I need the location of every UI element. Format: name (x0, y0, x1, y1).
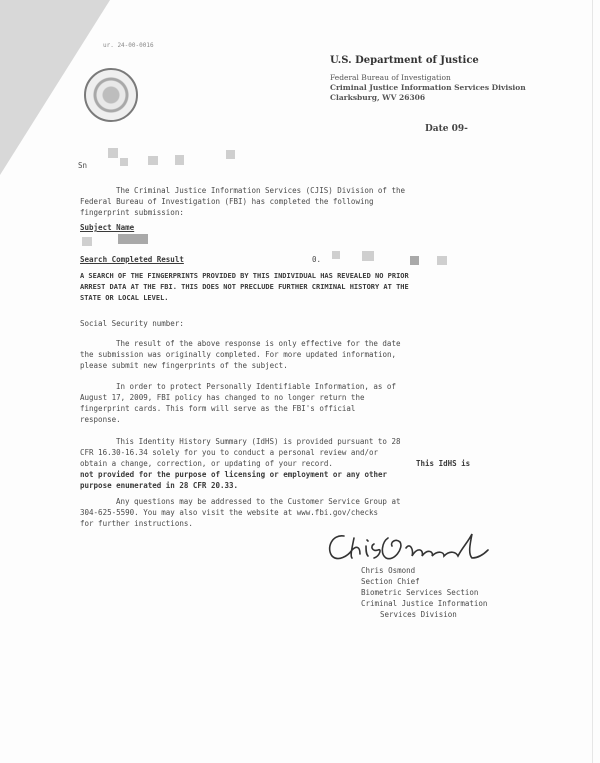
paragraph-line: 304-625-5590. You may also visit the website at www.fbi.gov/checks (80, 508, 379, 517)
search-completed-label: Search Completed Result (80, 255, 184, 264)
scan-edge (592, 0, 593, 763)
header-line-3: Clarksburg, WV 26306 (330, 93, 426, 102)
paragraph-line: The result of the above response is only effective for the date (116, 339, 401, 348)
intro-line: Federal Bureau of Investigation (FBI) has completed the following (80, 197, 374, 206)
handwritten-signature (322, 528, 492, 568)
intro-line: The Criminal Justice Information Services (CJIS) Division of the (116, 186, 405, 195)
department-name: U.S. Department of Justice (330, 55, 479, 66)
signer-name: Chris Osmond (361, 566, 416, 575)
paragraph-line: fingerprint cards. This form will serve as the FBI's official (80, 404, 356, 413)
redaction (410, 256, 419, 265)
redaction (226, 150, 235, 159)
paragraph-bold-line: purpose enumerated in 28 CFR 20.33. (80, 481, 239, 490)
redaction (118, 234, 148, 244)
signer-division: Services Division (380, 610, 457, 619)
signer-division: Criminal Justice Information (361, 599, 488, 608)
paragraph-line: please submit new fingerprints of the subject. (80, 361, 288, 370)
result-line: A SEARCH OF THE FINGERPRINTS PROVIDED BY THIS INDIVIDUAL HAS REVEALED NO PRIOR (80, 272, 409, 280)
header-line-2: Criminal Justice Information Services Division (330, 83, 526, 92)
redaction (108, 148, 118, 158)
redaction (120, 158, 128, 166)
paragraph-bold-line: not provided for the purpose of licensing or employment or any other (80, 470, 388, 479)
redaction (175, 155, 184, 165)
paragraph-bold-inline: This IdHS is (416, 459, 471, 468)
paragraph-line: for further instructions. (80, 519, 193, 528)
corner-mark: ur. 24-00-0016 (103, 42, 154, 49)
result-line: ARREST DATA AT THE FBI. THIS DOES NOT PRECLUDE FURTHER CRIMINAL HISTORY AT THE (80, 283, 409, 291)
paragraph-line: August 17, 2009, FBI policy has changed to no longer return the (80, 393, 365, 402)
ssn-label: Social Security number: (80, 319, 184, 328)
intro-line: fingerprint submission: (80, 208, 184, 217)
paragraph-line: In order to protect Personally Identifiable Information, as of (116, 382, 396, 391)
paragraph-line: obtain a change, correction, or updating of your record. (80, 459, 333, 468)
fbi-seal-icon (84, 68, 138, 122)
header-line-1: Federal Bureau of Investigation (330, 73, 451, 82)
salutation: Sn (78, 161, 88, 170)
paragraph-line: response. (80, 415, 121, 424)
date-label: Date 09- (425, 124, 468, 134)
subject-name-label: Subject Name (80, 223, 135, 232)
signer-title: Section Chief (361, 577, 420, 586)
result-line: STATE OR LOCAL LEVEL. (80, 294, 169, 302)
paragraph-line: Any questions may be addressed to the Customer Service Group at (116, 497, 401, 506)
paragraph-line: CFR 16.30-16.34 solely for you to conduct a personal review and/or (80, 448, 379, 457)
search-tail: 0. (312, 255, 322, 264)
signer-section: Biometric Services Section (361, 588, 479, 597)
paragraph-line: This Identity History Summary (IdHS) is provided pursuant to 28 (116, 437, 401, 446)
redaction (332, 251, 340, 259)
redaction (437, 256, 447, 265)
paragraph-line: the submission was originally completed. For more updated information, (80, 350, 397, 359)
redaction (148, 156, 158, 165)
redaction (82, 237, 92, 246)
redaction (362, 251, 374, 261)
